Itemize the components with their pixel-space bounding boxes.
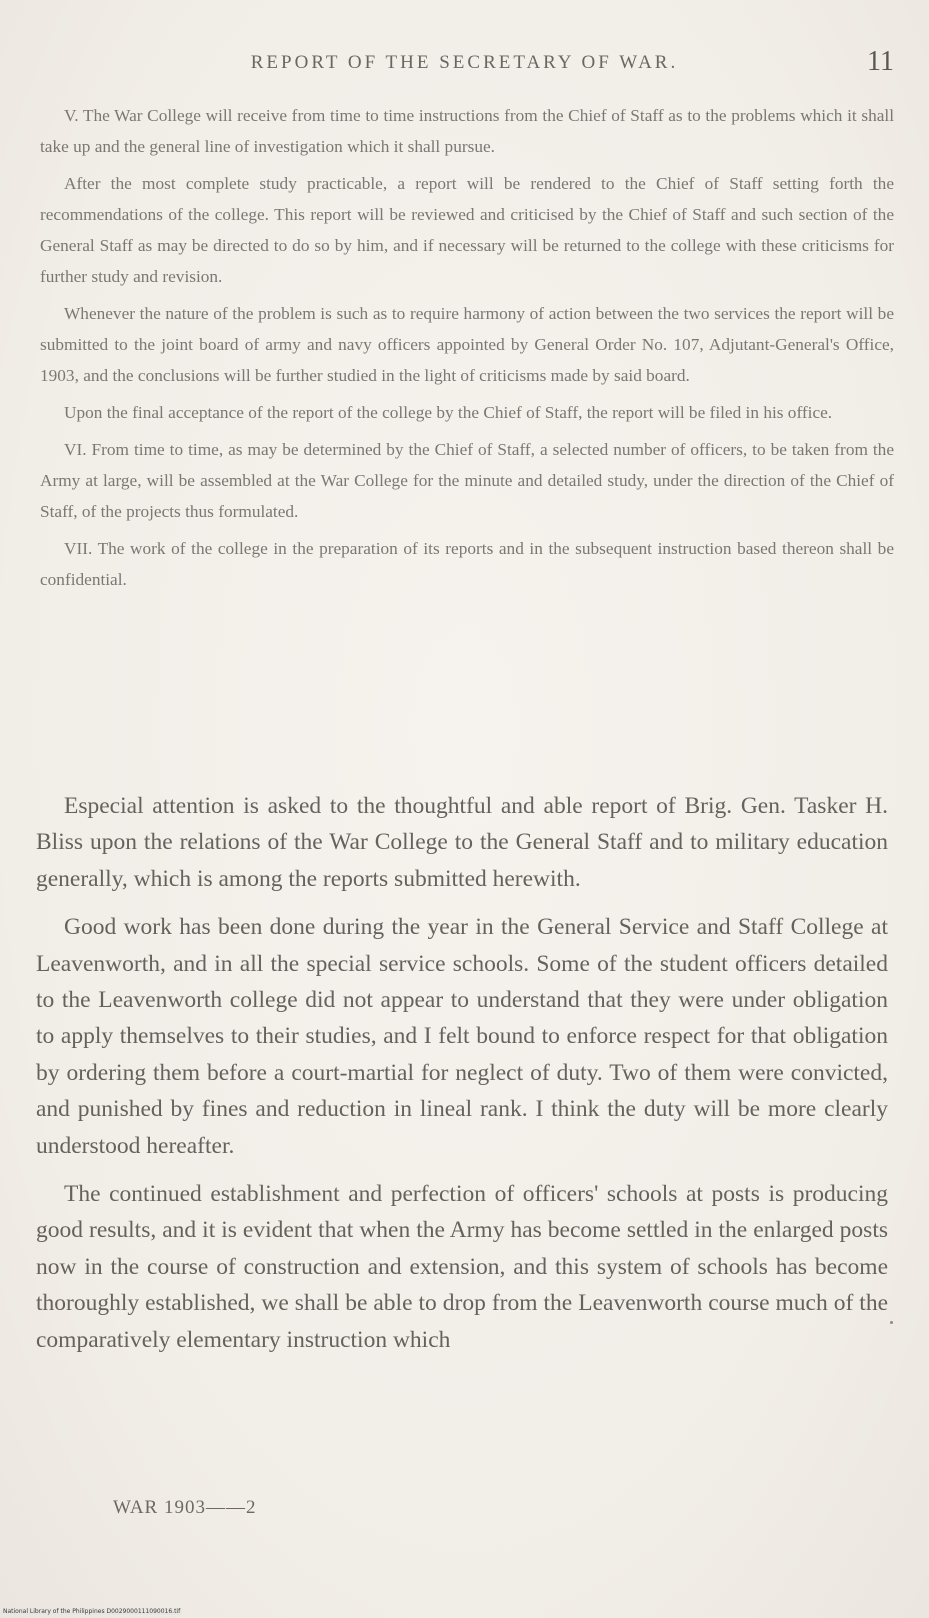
signature-line: WAR 1903——2 [113,1497,257,1518]
order-paragraph-acceptance: Upon the final acceptance of the report of the college by the Chief of Staff, the report will be filed in his office. [64,403,833,422]
order-paragraph-v: V. The War College will receive from time to time instructions from the Chief of Staff as to the problems which it shall take up and the general line of investigation which it shall pursue. [40,106,894,156]
body-paragraph-bliss-report: Especial attention is asked to the thoughtful and able report of Brig. Gen. Tasker H. Bliss upon the relations of the War College to the General Staff and to military education generally, which is among the reports submitted herewith. [36,793,888,892]
order-paragraph-vi: VI. From time to time, as may be determined by the Chief of Staff, a selected number of officers, to be taken from the Army at large, will be assembled at the War College for the minute and detailed study, under the direction of the Chief of Staff, of the projects thus formulated. [40,440,894,521]
running-title: REPORT OF THE SECRETARY OF WAR. [250,52,679,73]
order-paragraph-report: After the most complete study practicable, a report will be rendered to the Chief of Staff setting forth the recommendations of the college. This report will be reviewed and criticised by the Chief of Staff and such section of the General Staff as may be directed to do so by him, and if necessary will be returned to the college with these criticisms for further study and revision. [40,174,894,286]
page-number: 11 [867,46,894,77]
body-paragraph-leavenworth: Good work has been done during the year in the General Service and Staff College at Leavenworth, and in all the special service schools. Some of the student officers detailed to the Leavenworth college did not appear to understand that they were under obligation to apply themselves to their studies, and I felt bound to enforce respect for that obligation by ordering them before a court-martial for neglect of duty. Two of them were convicted, and punished by fines and reduction in lineal rank. I think the duty will be more clearly understood hereafter. [36,914,888,1159]
body-paragraph-post-schools: The continued establishment and perfection of officers' schools at posts is producing good results, and it is evident that when the Army has become settled in the enlarged posts now in the course of construction and extension, and this system of schools has become thoroughly established, we shall be able to drop from the Leavenworth course much of the comparatively elementary instruction which [36,1181,888,1353]
running-head [0,46,929,82]
body-text-block [36,788,888,1370]
quoted-order-block [40,100,894,601]
stray-mark [890,1321,893,1324]
order-paragraph-joint-board: Whenever the nature of the problem is such as to require harmony of action between the two services the report will be submitted to the joint board of army and navy officers appointed by General Order No. 107, Adjutant-General's Office, 1903, and the conclusions will be further studied in the light of criticisms made by said board. [40,304,894,385]
scan-footer: National Library of the Philippines D0029000111090016.tif [3,1608,181,1615]
order-paragraph-vii: VII. The work of the college in the preparation of its reports and in the subsequent instruction based thereon shall be confidential. [40,539,894,589]
